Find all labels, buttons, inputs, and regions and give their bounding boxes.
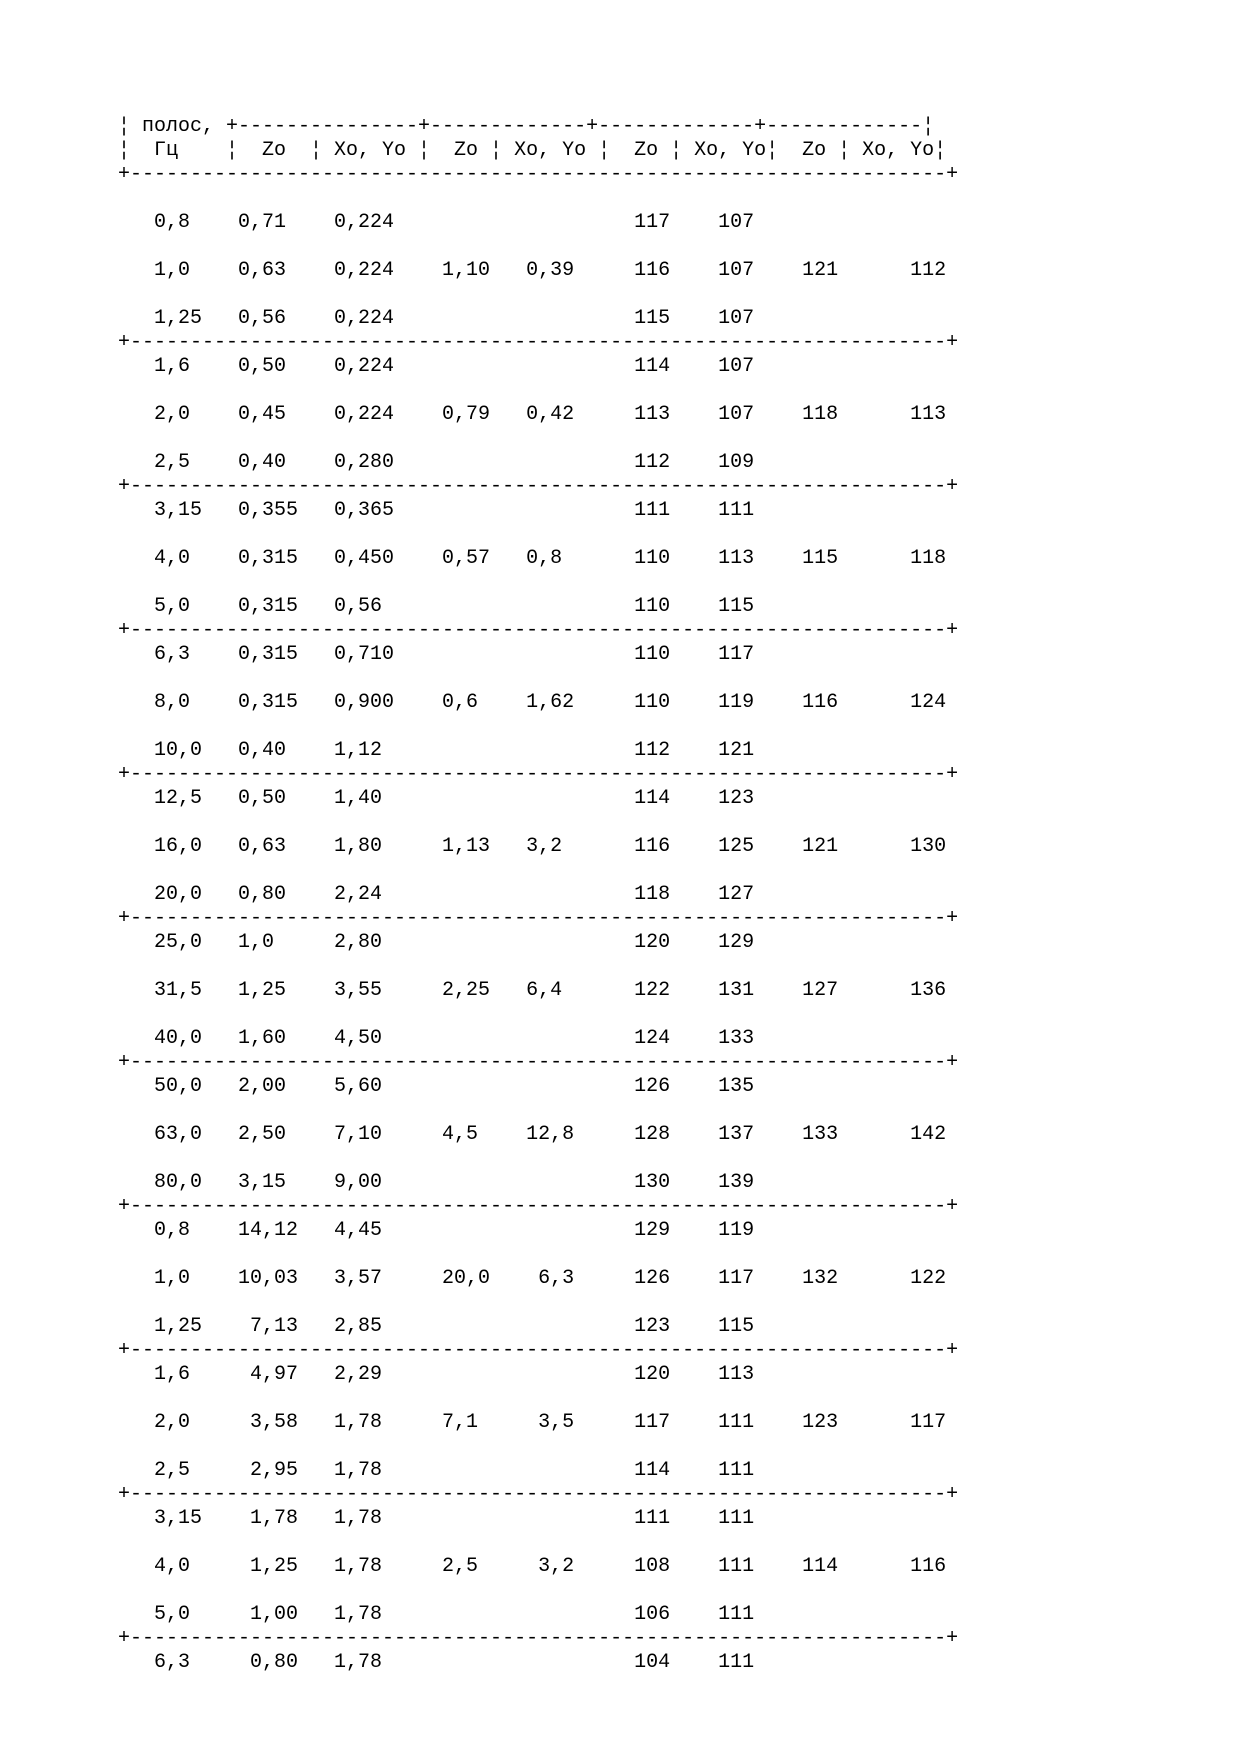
blank-line	[118, 1099, 958, 1123]
blank-line	[118, 859, 958, 883]
table-row: 25,0 1,0 2,80 120 129	[118, 931, 755, 954]
table-header-line: ¦ полос, +---------------+-------------+-------------+-------------¦	[118, 115, 935, 138]
table-row: 0,8 0,71 0,224 117 107	[118, 211, 755, 234]
table-row: 2,5 2,95 1,78 114 111	[118, 1459, 755, 1482]
row-separator: +--------------------------------------------------------------------+	[118, 1483, 959, 1506]
table-row: 1,25 0,56 0,224 115 107	[118, 307, 755, 330]
blank-line	[118, 379, 958, 403]
blank-line	[118, 1243, 958, 1267]
row-separator: +--------------------------------------------------------------------+	[118, 619, 959, 642]
table-row: 6,3 0,315 0,710 110 117	[118, 643, 755, 666]
table-row: 4,0 0,315 0,450 0,57 0,8 110 113 115 118	[118, 547, 947, 570]
blank-line	[118, 1291, 958, 1315]
blank-line	[118, 1147, 958, 1171]
table-row: 2,0 3,58 1,78 7,1 3,5 117 111 123 117	[118, 1411, 947, 1434]
table-row: 1,6 4,97 2,29 120 113	[118, 1363, 755, 1386]
blank-line	[118, 1387, 958, 1411]
table-row: 0,8 14,12 4,45 129 119	[118, 1219, 755, 1242]
blank-line	[118, 427, 958, 451]
table-row: 10,0 0,40 1,12 112 121	[118, 739, 755, 762]
row-separator: +--------------------------------------------------------------------+	[118, 1339, 959, 1362]
table-row: 6,3 0,80 1,78 104 111	[118, 1651, 755, 1674]
blank-line	[118, 1003, 958, 1027]
table-row: 1,0 10,03 3,57 20,0 6,3 126 117 132 122	[118, 1267, 947, 1290]
table-row: 12,5 0,50 1,40 114 123	[118, 787, 755, 810]
blank-line	[118, 811, 958, 835]
row-separator: +--------------------------------------------------------------------+	[118, 1627, 959, 1650]
table-header-line: ¦ Гц ¦ Zo ¦ Xo, Yo ¦ Zo ¦ Xo, Yo ¦ Zo ¦ Xo, Yo¦ Zo ¦ Xo, Yo¦	[118, 139, 947, 162]
table-row: 2,5 0,40 0,280 112 109	[118, 451, 755, 474]
blank-line	[118, 1435, 958, 1459]
table-row: 1,25 7,13 2,85 123 115	[118, 1315, 755, 1338]
blank-line	[118, 1531, 958, 1555]
row-separator: +--------------------------------------------------------------------+	[118, 163, 959, 186]
table-row: 5,0 0,315 0,56 110 115	[118, 595, 755, 618]
blank-line	[118, 715, 958, 739]
table-row: 63,0 2,50 7,10 4,5 12,8 128 137 133 142	[118, 1123, 947, 1146]
table-row: 31,5 1,25 3,55 2,25 6,4 122 131 127 136	[118, 979, 947, 1002]
table-row: 20,0 0,80 2,24 118 127	[118, 883, 755, 906]
table-row: 80,0 3,15 9,00 130 139	[118, 1171, 755, 1194]
blank-line	[118, 955, 958, 979]
table-row: 3,15 1,78 1,78 111 111	[118, 1507, 755, 1530]
row-separator: +--------------------------------------------------------------------+	[118, 1051, 959, 1074]
table-row: 8,0 0,315 0,900 0,6 1,62 110 119 116 124	[118, 691, 947, 714]
blank-line	[118, 667, 958, 691]
table-row: 50,0 2,00 5,60 126 135	[118, 1075, 755, 1098]
table-row: 40,0 1,60 4,50 124 133	[118, 1027, 755, 1050]
blank-line	[118, 235, 958, 259]
row-separator: +--------------------------------------------------------------------+	[118, 907, 959, 930]
blank-line	[118, 571, 958, 595]
row-separator: +--------------------------------------------------------------------+	[118, 763, 959, 786]
text-document-page	[118, 115, 958, 1675]
table-row: 1,6 0,50 0,224 114 107	[118, 355, 755, 378]
table-row: 1,0 0,63 0,224 1,10 0,39 116 107 121 112	[118, 259, 947, 282]
row-separator: +--------------------------------------------------------------------+	[118, 1195, 959, 1218]
table-row: 2,0 0,45 0,224 0,79 0,42 113 107 118 113	[118, 403, 947, 426]
row-separator: +--------------------------------------------------------------------+	[118, 475, 959, 498]
row-separator: +--------------------------------------------------------------------+	[118, 331, 959, 354]
blank-line	[118, 1579, 958, 1603]
table-row: 4,0 1,25 1,78 2,5 3,2 108 111 114 116	[118, 1555, 947, 1578]
blank-line	[118, 187, 958, 211]
table-row: 3,15 0,355 0,365 111 111	[118, 499, 755, 522]
table-row: 16,0 0,63 1,80 1,13 3,2 116 125 121 130	[118, 835, 947, 858]
table-row: 5,0 1,00 1,78 106 111	[118, 1603, 755, 1626]
blank-line	[118, 523, 958, 547]
blank-line	[118, 283, 958, 307]
